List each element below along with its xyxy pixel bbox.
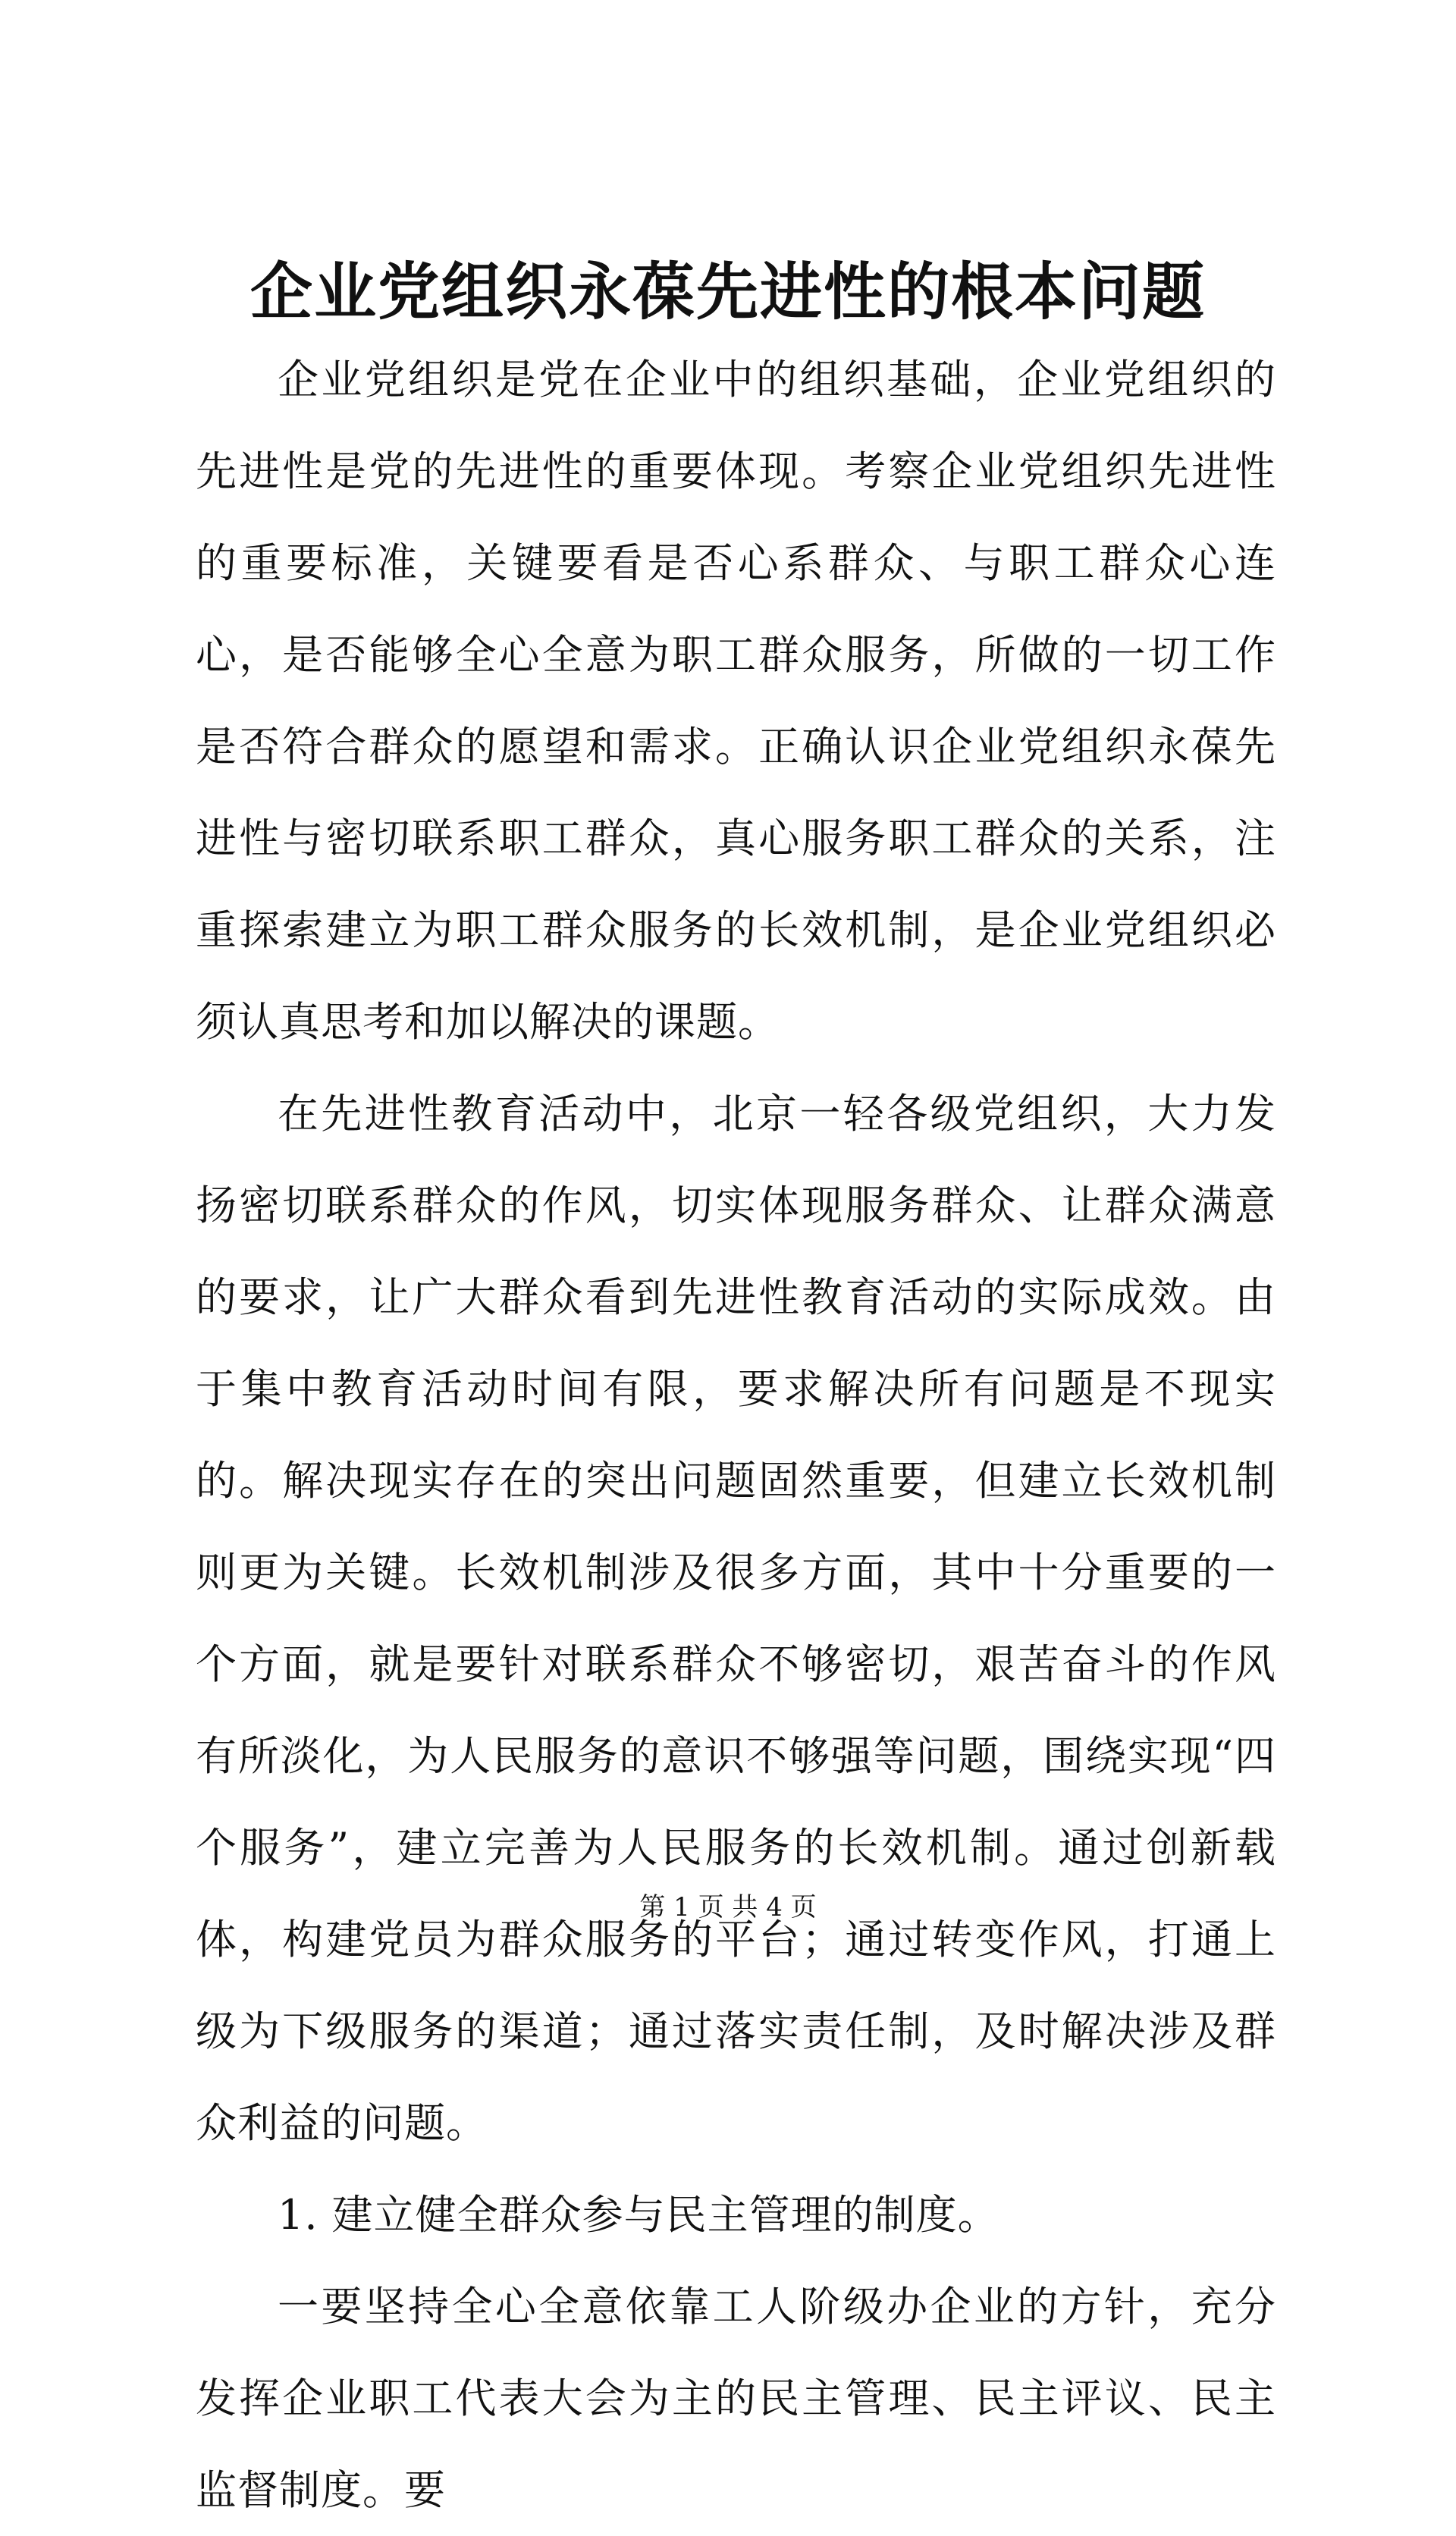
paragraph-section-1: 一要坚持全心全意依靠工人阶级办企业的方针，充分发挥企业职工代表大会为主的民主管理、民主评议、民主监督制度。要: [196, 2283, 1276, 2514]
section-heading-1: 1. 建立健全群众参与民主管理的制度。: [278, 2191, 999, 2239]
paragraph-intro: 企业党组织是党在企业中的组织基础，企业党组织的先进性是党的先进性的重要体现。考察企业党组织先进性的重要标准，关键要看是否心系群众、与职工群众心连心，是否能够全心全意为职工群众服务，所做的一切工作是否符合群众的愿望和需求。正确认识企业党组织永葆先进性与密切联系职工群众，真心服务职工群众的关系，注重探索建立为职工群众服务的长效机制，是企业党组织必须认真思考和加以解决的课题。: [196, 356, 1276, 1046]
page-number: 第 1 页 共 4 页: [639, 1892, 817, 1922]
paragraph-activity: 在先进性教育活动中，北京一轻各级党组织，大力发扬密切联系群众的作风，切实体现服务群众、让群众满意的要求，让广大群众看到先进性教育活动的实际成效。由于集中教育活动时间有限，要求解决所有问题是不现实的。解决现实存在的突出问题固然重要，但建立长效机制则更为关键。长效机制涉及很多方面，其中十分重要的一个方面，就是要针对联系群众不够密切，艰苦奋斗的作风有所淡化，为人民服务的意识不够强等问题，围绕实现“四个服务”，建立完善为人民服务的长效机制。通过创新载体，构建党员为群众服务的平台；通过转变作风，打通上级为下级服务的渠道；通过落实责任制，及时解决涉及群众利益的问题。: [196, 1090, 1276, 2147]
document-body: [196, 334, 1276, 2536]
document-title: 企业党组织永葆先进性的根本问题: [249, 256, 1206, 328]
page-footer: [0, 1888, 1456, 1926]
